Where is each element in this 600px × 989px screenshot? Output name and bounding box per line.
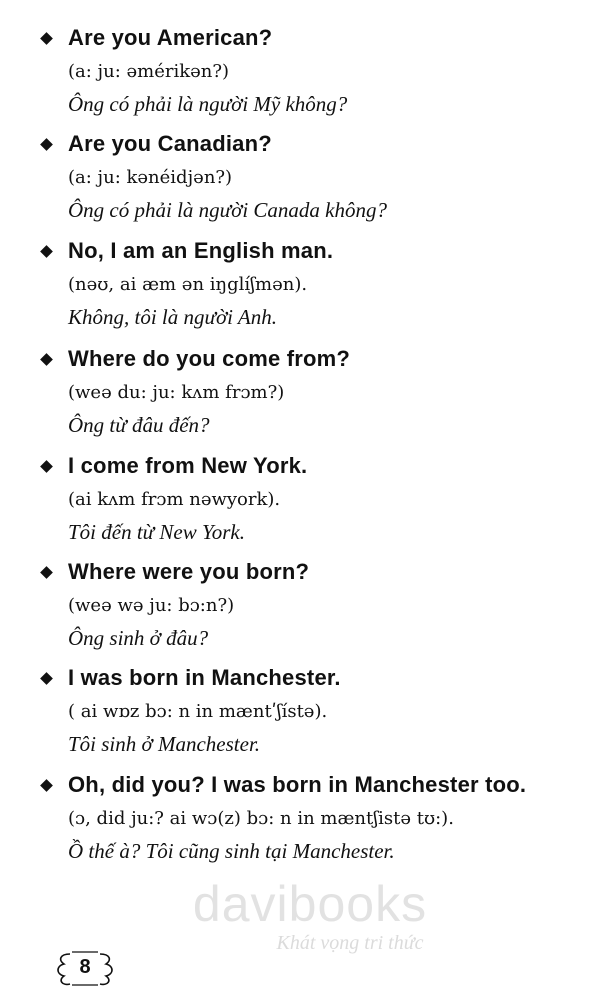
phrase-question: Are you Canadian? bbox=[40, 130, 580, 158]
phrase-entry-1 bbox=[40, 24, 580, 118]
diamond-bullet-icon bbox=[40, 138, 53, 151]
phrase-translation: Tôi đến từ New York. bbox=[68, 520, 245, 544]
phrase-entry-7 bbox=[40, 664, 580, 758]
phrase-pronunciation: (weə wə ju: bɔ:n?) bbox=[68, 595, 235, 616]
page-number: 8 bbox=[79, 956, 91, 978]
phrase-entry-8 bbox=[40, 771, 560, 865]
phrase-translation: Ông có phải là người Canada không? bbox=[68, 198, 387, 222]
phrase-translation: Ồ thế à? Tôi cũng sinh tại Manchester. bbox=[68, 839, 395, 863]
phrase-entry-3 bbox=[40, 237, 580, 331]
phrase-pronunciation: (a: ju: əmérikən?) bbox=[68, 61, 230, 82]
phrase-translation: Ông từ đâu đến? bbox=[68, 413, 210, 437]
phrase-pronunciation: (ɔ, did ju:? ai wɔ(z) bɔ: n in mæntʃistə tʊ:). bbox=[68, 808, 454, 829]
phrase-question: Oh, did you? I was born in Manchester too. bbox=[40, 771, 560, 799]
diamond-bullet-icon bbox=[40, 672, 53, 685]
diamond-bullet-icon bbox=[40, 32, 53, 45]
page-number-badge bbox=[52, 948, 118, 988]
watermark-brand: davibooks bbox=[192, 876, 428, 932]
diamond-bullet-icon bbox=[40, 779, 53, 792]
phrase-entry-2 bbox=[40, 130, 580, 224]
phrase-question: Are you American? bbox=[40, 24, 580, 52]
phrase-pronunciation: (nəʊ, ai æm ən iŋglíʃmən). bbox=[68, 274, 308, 295]
diamond-bullet-icon bbox=[40, 566, 53, 579]
phrase-translation: Ông có phải là người Mỹ không? bbox=[68, 92, 348, 116]
publisher-watermark bbox=[160, 876, 460, 954]
phrase-translation: Không, tôi là người Anh. bbox=[68, 305, 277, 329]
phrase-pronunciation: (a: ju: kənéidjən?) bbox=[68, 167, 233, 188]
phrase-question: I come from New York. bbox=[40, 452, 580, 480]
phrase-entry-6 bbox=[40, 558, 580, 652]
watermark-tagline: Khát vọng tri thức bbox=[276, 932, 424, 954]
phrase-question: No, I am an English man. bbox=[40, 237, 580, 265]
phrase-question: Where do you come from? bbox=[40, 345, 580, 373]
phrase-translation: Tôi sinh ở Manchester. bbox=[68, 732, 261, 756]
phrase-pronunciation: (ai kʌm frɔm nəwyork). bbox=[68, 489, 281, 510]
phrase-question: Where were you born? bbox=[40, 558, 580, 586]
phrase-entry-4 bbox=[40, 345, 580, 439]
diamond-bullet-icon bbox=[40, 353, 53, 366]
phrase-translation: Ông sinh ở đâu? bbox=[68, 626, 209, 650]
phrase-question: I was born in Manchester. bbox=[40, 664, 580, 692]
diamond-bullet-icon bbox=[40, 460, 53, 473]
diamond-bullet-icon bbox=[40, 245, 53, 258]
phrase-pronunciation: ( ai wɒz bɔ: n in mæntʹʃístə). bbox=[68, 701, 328, 722]
phrase-entry-5 bbox=[40, 452, 580, 546]
phrase-pronunciation: (weə du: ju: kʌm frɔm?) bbox=[68, 382, 285, 403]
